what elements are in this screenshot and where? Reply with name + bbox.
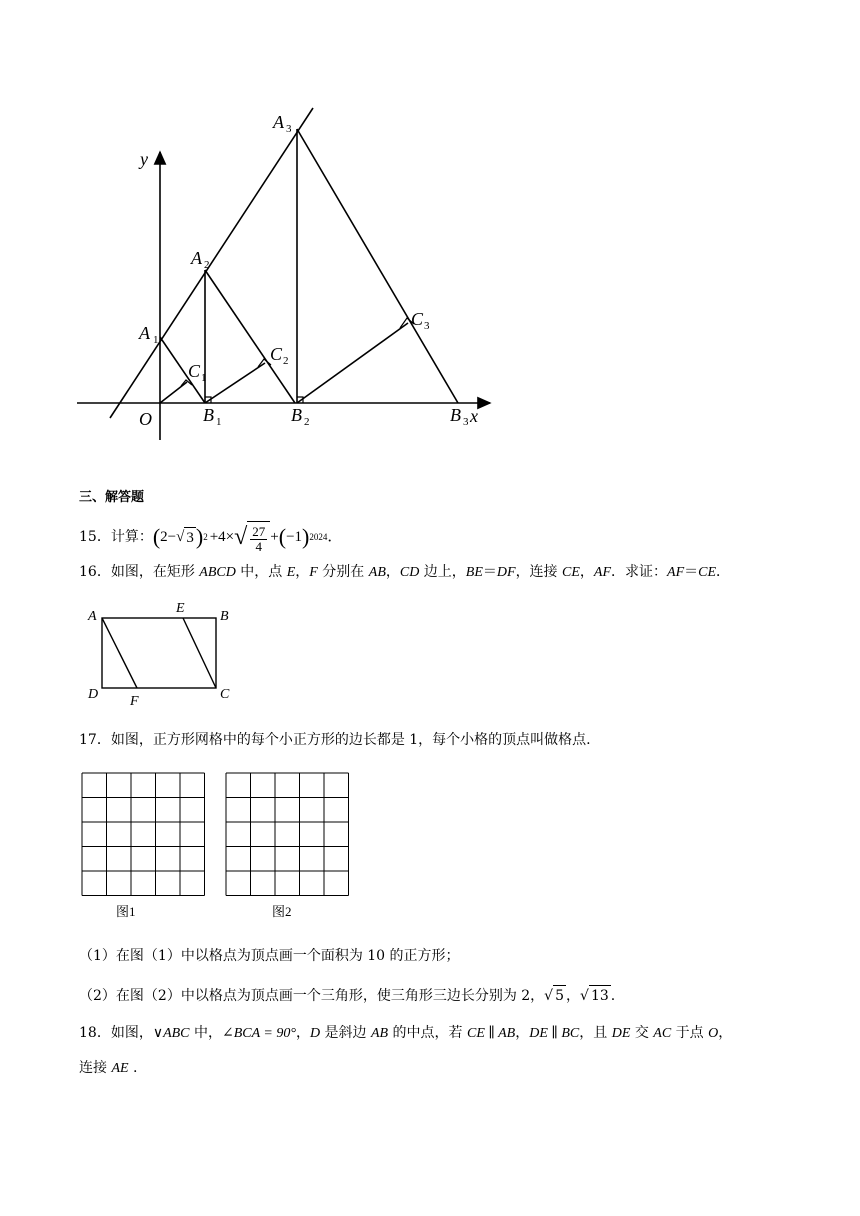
caption-fig2: 图2 [272, 904, 292, 919]
label-B2: B [291, 405, 302, 425]
label-x: x [470, 406, 478, 426]
label-A3: A [273, 112, 284, 132]
grid-figures [80, 770, 360, 922]
q15-expression: ( 2 − √ 3 ) 2 +4× √ $\frac{27}{4}$ + ( −1 ) 2024 ． [153, 521, 343, 554]
svg-text:2: 2 [283, 355, 289, 367]
label-A2: A [191, 248, 202, 268]
svg-text:2: 2 [304, 416, 310, 428]
svg-text:2: 2 [204, 259, 210, 271]
svg-text:D: D [88, 687, 99, 702]
svg-text:3: 3 [424, 320, 430, 332]
label-C2: C [270, 344, 283, 364]
label-B3: B [450, 405, 461, 425]
svg-text:F: F [130, 694, 139, 708]
svg-text:1: 1 [216, 416, 222, 428]
question-17-part1: （1）在图（1）中以格点为顶点画一个面积为 10 的正方形； [79, 948, 460, 964]
svg-text:1: 1 [201, 372, 207, 384]
svg-text:A: A [88, 609, 97, 624]
label-A1: A [139, 323, 150, 343]
svg-text:3: 3 [463, 416, 469, 428]
svg-text:C: C [220, 687, 230, 702]
question-16: 16．如图，在矩形 ABCD 中，点 E，F 分别在 AB，CD 边上，BE＝DF，连接 CE，AF．求证：AF＝CE． [79, 564, 731, 580]
svg-text:B: B [220, 609, 229, 624]
question-15: 15．计算： ( 2 − √ 3 ) 2 +4× √ $\frac{27}{4}$ + ( −1 ) 2024 ． [79, 520, 342, 554]
question-17: 17．如图，正方形网格中的每个小正方形的边长都是 1，每个小格的顶点叫做格点. [79, 732, 591, 748]
caption-fig1: 图1 [116, 904, 136, 919]
rectangle-figure [80, 598, 250, 708]
label-C1: C [188, 361, 201, 381]
label-O: O [139, 409, 152, 429]
label-C3: C [411, 309, 424, 329]
svg-text:3: 3 [286, 123, 292, 135]
question-18-line1: 18．如图，∨ABC 中，∠BCA = 90°，D 是斜边 AB 的中点，若 CE ∥ AB，DE ∥ BC，且 DE 交 AC 于点 O， [79, 1025, 733, 1041]
svg-text:1: 1 [153, 334, 159, 346]
coordinate-figure [0, 0, 860, 470]
question-17-part2: （2）在图（2）中以格点为顶点画一个三角形，使三角形三边长分别为 2， √ 5 ， √ 13 . [79, 985, 615, 1006]
section-title: 三、解答题 [79, 490, 145, 505]
label-y: y [140, 149, 148, 169]
question-18-line2: 连接 AE . [79, 1060, 138, 1076]
label-B1: B [203, 405, 214, 425]
svg-text:E: E [176, 601, 185, 616]
